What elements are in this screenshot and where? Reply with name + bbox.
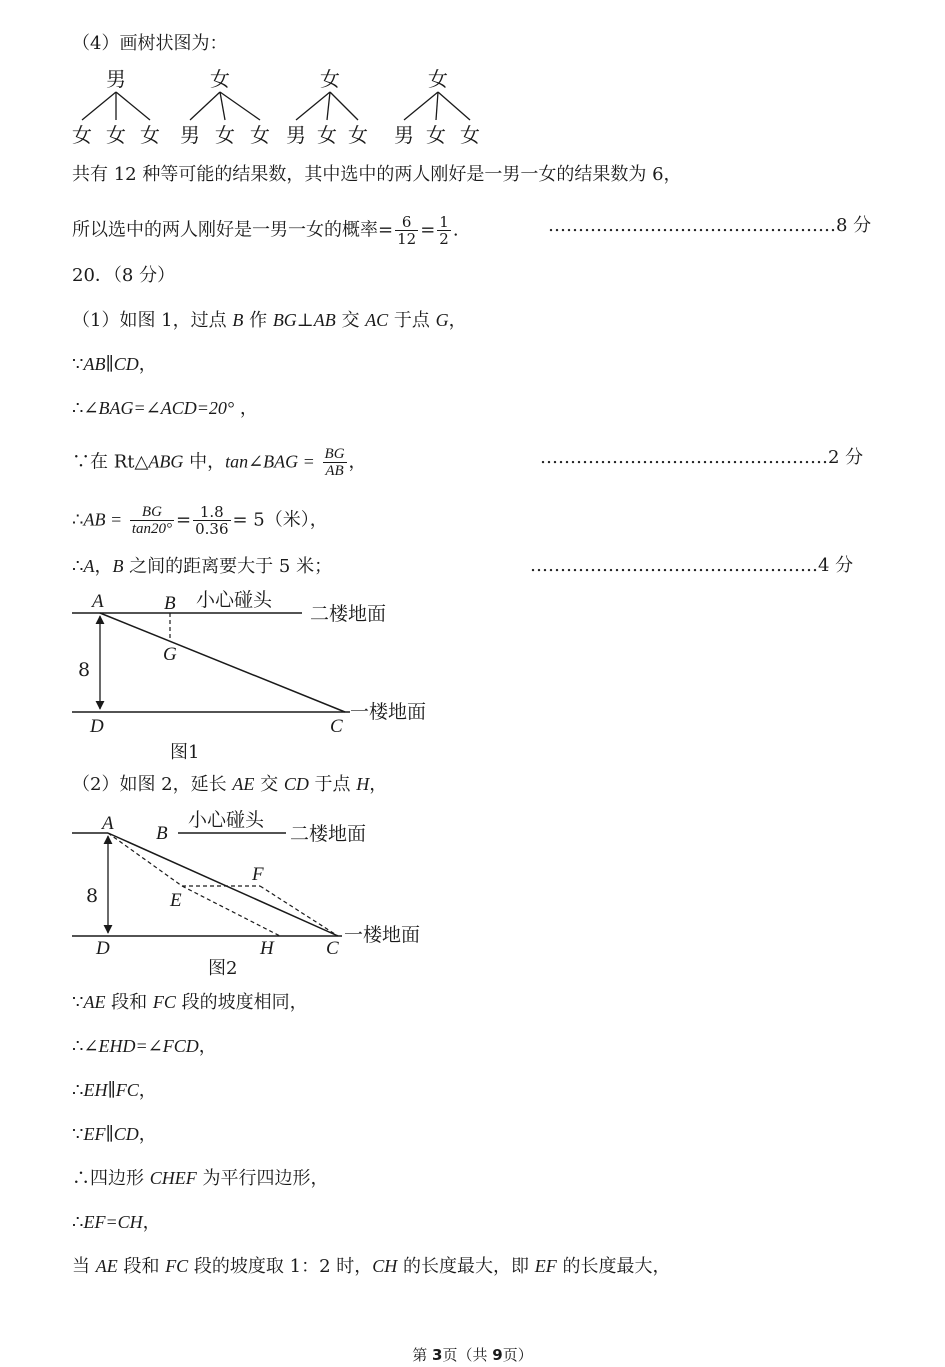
tree-leaf-2-3: 女 <box>250 123 270 147</box>
frac-num: 1 <box>439 213 449 231</box>
label-h: H <box>260 938 274 959</box>
tree-group-2 <box>180 67 270 147</box>
q20-step3 <box>72 396 258 421</box>
height-8: 8 <box>78 659 91 681</box>
text: ， <box>448 310 467 331</box>
therefore-sign: ∴ <box>72 509 84 531</box>
var-fc: FC <box>165 1256 189 1276</box>
tree-leaf-4-3: 女 <box>460 123 480 147</box>
figure-2-caption: 图2 <box>208 958 238 979</box>
var-ae: AE <box>232 774 255 794</box>
expr: ABG <box>148 451 184 472</box>
var-ae: AE <box>95 1256 118 1276</box>
q20-step7 <box>72 772 387 797</box>
therefore-sign: ∴ <box>72 398 84 419</box>
text: 页） <box>502 1346 533 1364</box>
frac-num: BG <box>130 504 174 521</box>
q20-step12 <box>72 1166 328 1191</box>
q20-step4 <box>72 446 367 479</box>
tree-root-2: 女 <box>210 67 230 91</box>
therefore-sign: ∴ <box>72 556 84 577</box>
text: ， <box>369 774 388 795</box>
var-ac: AC <box>365 310 389 330</box>
floor2-label: 二楼地面 <box>290 823 367 845</box>
text: （2）如图 2，延长 <box>72 774 233 795</box>
text: 当 <box>72 1256 96 1277</box>
var-ef: EF <box>534 1256 557 1276</box>
q20-step8 <box>72 990 308 1015</box>
text: 为平行四边形， <box>196 1168 329 1189</box>
expr: tan∠BAG = <box>225 451 315 472</box>
frac-num: BG <box>324 446 345 462</box>
line-ae <box>108 833 182 886</box>
fraction-1-2 <box>437 214 451 247</box>
text: 交 <box>335 310 366 331</box>
text: 交 <box>254 774 284 795</box>
text: 段的坡度相同， <box>175 992 308 1013</box>
text: 于点 <box>388 310 436 331</box>
part4-line1: 共有 12 种等可能的结果数，其中选中的两人刚好是一男一女的结果数为 6， <box>72 164 682 185</box>
page-number: 3 <box>432 1346 443 1364</box>
floor2-label: 二楼地面 <box>310 603 387 625</box>
figure-1-caption: 图1 <box>170 742 200 763</box>
because-sign: ∵ <box>72 354 84 375</box>
var-ae: AE <box>83 992 106 1012</box>
fraction-bg-ab <box>323 446 347 479</box>
text: 段的坡度取 1：2 时， <box>188 1256 373 1277</box>
text: ， <box>142 1212 161 1233</box>
frac-den: AB <box>325 463 344 479</box>
text: 第 <box>412 1346 433 1364</box>
label-a: A <box>102 813 114 834</box>
label-d: D <box>96 938 110 959</box>
fraction-6-12 <box>395 214 418 247</box>
text: （1）如图 1，过点 <box>72 310 233 331</box>
tree-leaf-1-2: 女 <box>106 123 126 147</box>
label-c: C <box>330 716 343 737</box>
tree-diagram <box>68 62 508 154</box>
line-fc <box>260 886 338 936</box>
equals-sign: = <box>420 219 436 241</box>
page-footer <box>0 1344 945 1365</box>
q20-step11 <box>72 1122 157 1147</box>
q20-step9 <box>72 1034 217 1059</box>
tree-leaf-3-1: 男 <box>286 123 306 147</box>
tree-leaf-3-3: 女 <box>348 123 368 147</box>
tree-root-4: 女 <box>428 67 448 91</box>
text: 段和 <box>117 1256 166 1277</box>
therefore-sign: ∴ <box>72 1080 84 1101</box>
text: ∵在 Rt△ <box>72 451 149 473</box>
q20-step2 <box>72 352 157 377</box>
var-b: B <box>112 556 124 576</box>
label-f: F <box>252 864 264 885</box>
var-chef: CHEF <box>149 1168 197 1188</box>
var-b: B <box>232 310 244 330</box>
tree-leaf-2-1: 男 <box>180 123 200 147</box>
floor1-label: 一楼地面 <box>350 701 427 723</box>
var-g: G <box>435 310 449 330</box>
line-ac <box>108 833 338 936</box>
expr: ∠BAG=∠ACD=20° <box>83 398 235 418</box>
figure-2 <box>60 806 440 982</box>
text: 的长度最大， <box>556 1256 671 1277</box>
label-b: B <box>164 593 176 614</box>
caution-label: 小心碰头 <box>188 809 265 831</box>
frac-den: 0.36 <box>195 520 229 538</box>
tree-leaf-3-2: 女 <box>317 123 337 147</box>
tree-group-4 <box>394 67 480 147</box>
part4-heading: （4）画树状图为： <box>72 33 228 54</box>
q20-step5 <box>72 504 328 537</box>
line-ac <box>100 613 345 712</box>
text: ， <box>138 1080 157 1101</box>
score-8: …………………………………………8 分 <box>548 215 872 236</box>
frac-num: 6 <box>395 214 418 231</box>
tree-root-3: 女 <box>320 67 340 91</box>
var-fc: FC <box>152 992 176 1012</box>
tree-group-3 <box>286 67 368 147</box>
text: 作 <box>243 310 273 331</box>
tree-leaf-4-2: 女 <box>426 123 446 147</box>
text: 段和 <box>105 992 153 1013</box>
expr: ∠EHD=∠FCD <box>83 1036 199 1056</box>
fraction-1.8-0.36 <box>193 504 230 537</box>
text: ， <box>94 556 113 577</box>
expr: AB = <box>83 509 123 530</box>
q20-step13 <box>72 1210 161 1235</box>
var-a: A <box>83 556 95 576</box>
var-h: H <box>356 774 370 794</box>
q20-step10 <box>72 1078 157 1103</box>
expr: BG⊥AB <box>272 310 336 330</box>
text: 之间的距离要大于 5 米； <box>123 556 333 577</box>
var-ch: CH <box>372 1256 398 1276</box>
part4-line2 <box>72 214 459 247</box>
score-2: …………………………………………2 分 <box>540 447 864 468</box>
var-cd: CD <box>283 774 309 794</box>
because-sign: ∵ <box>72 992 84 1013</box>
text: ， <box>348 451 367 473</box>
tree-leaf-4-1: 男 <box>394 123 414 147</box>
q20-step14 <box>72 1254 670 1279</box>
label-b: B <box>156 823 168 844</box>
label-e: E <box>170 890 182 911</box>
fraction-bg-tan <box>130 504 174 537</box>
q20-step6 <box>72 554 332 579</box>
because-sign: ∵ <box>72 1124 84 1145</box>
text: 中， <box>183 451 226 473</box>
expr: EF∥CD <box>83 1124 139 1144</box>
text: ， <box>198 1036 217 1057</box>
line-eh <box>182 886 280 936</box>
figure-1 <box>60 586 440 766</box>
tree-root-1: 男 <box>106 67 126 91</box>
total-pages: 9 <box>492 1346 503 1364</box>
line2-prefix: 所以选中的两人刚好是一男一女的概率= <box>72 219 394 241</box>
expr: EH∥FC <box>83 1080 139 1100</box>
frac-den: 12 <box>397 230 417 248</box>
text: = 5（米）， <box>232 509 328 531</box>
text: ， <box>234 398 258 419</box>
height-8: 8 <box>86 885 99 907</box>
score-4: …………………………………………4 分 <box>530 555 854 576</box>
equals-sign: = <box>176 509 192 531</box>
text: 页（共 <box>442 1346 493 1364</box>
text: ∴四边形 <box>72 1168 150 1189</box>
frac-den: 2 <box>439 230 449 248</box>
frac-num: 1.8 <box>193 504 230 521</box>
text: 的长度最大，即 <box>397 1256 535 1277</box>
tree-leaf-1-1: 女 <box>72 123 92 147</box>
caution-label: 小心碰头 <box>196 589 273 611</box>
floor1-label: 一楼地面 <box>344 924 421 946</box>
expr: AB∥CD <box>83 354 139 374</box>
tree-group-1 <box>72 67 160 147</box>
q20-step1 <box>72 308 467 333</box>
label-g: G <box>163 644 177 665</box>
expr: EF=CH <box>83 1212 143 1232</box>
tree-leaf-1-3: 女 <box>140 123 160 147</box>
label-c: C <box>326 938 339 959</box>
therefore-sign: ∴ <box>72 1212 84 1233</box>
text: ， <box>138 1124 157 1145</box>
tree-leaf-2-2: 女 <box>215 123 235 147</box>
frac-den: tan20° <box>131 521 172 537</box>
label-a: A <box>92 591 104 612</box>
q20-header: 20．（8 分） <box>72 265 176 286</box>
text: 于点 <box>308 774 357 795</box>
text: ， <box>138 354 157 375</box>
period: . <box>452 219 459 241</box>
label-d: D <box>90 716 104 737</box>
therefore-sign: ∴ <box>72 1036 84 1057</box>
